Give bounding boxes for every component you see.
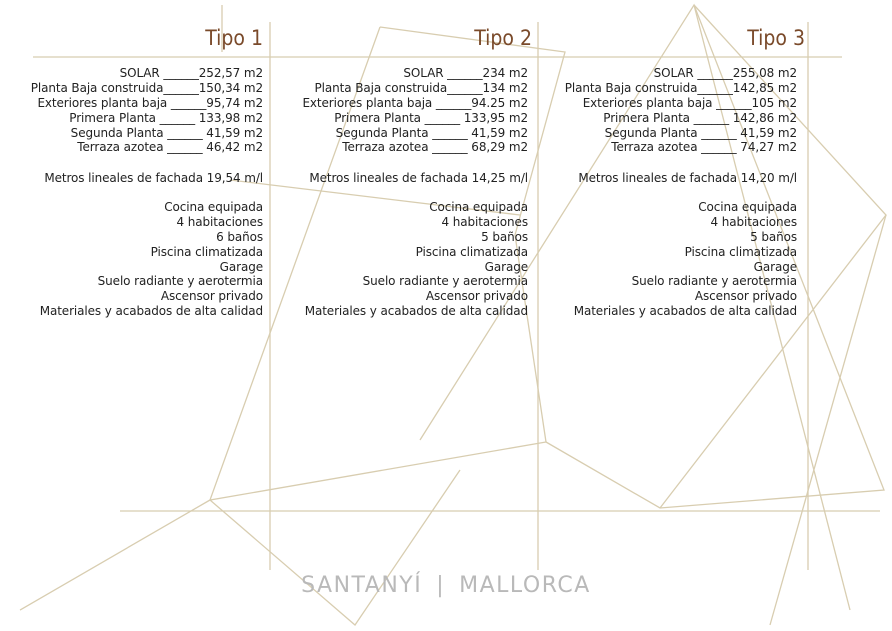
feature-line: Piscina climatizada <box>150 244 263 259</box>
tipo-3-areas <box>565 66 797 155</box>
tipo-1-facade <box>44 171 263 186</box>
feature-line: Ascensor privado <box>694 289 797 304</box>
feature-line: Suelo radiante y aerotermia <box>362 274 528 289</box>
feature-line: Ascensor privado <box>425 289 528 304</box>
feature-line: Cocina equipada <box>164 200 263 214</box>
feature-line: 5 baños <box>481 229 528 244</box>
tipo-1-features <box>40 200 263 319</box>
feature-line: Garage <box>484 259 528 274</box>
tipo-3-title: Tipo 3 <box>747 26 805 50</box>
feature-line: Cocina equipada <box>429 200 528 214</box>
feature-line: Ascensor privado <box>160 289 263 304</box>
area-line: Segunda Planta ______ 41,59 m2 <box>604 125 797 140</box>
area-line: Primera Planta ______ 133,95 m2 <box>334 110 528 125</box>
area-line: Terraza azotea ______ 74,27 m2 <box>611 140 797 155</box>
tipo-3-facade <box>578 171 797 186</box>
area-line: SOLAR ______234 m2 <box>403 66 528 80</box>
facade-line: Metros lineales de fachada 19,54 m/l <box>44 171 263 185</box>
feature-line: Piscina climatizada <box>684 244 797 259</box>
feature-line: Suelo radiante y aerotermia <box>631 274 797 289</box>
tipo-2-features <box>305 200 528 319</box>
footer-island: MALLORCA <box>459 573 591 598</box>
feature-line: Materiales y acabados de alta calidad <box>39 304 263 319</box>
area-line: Exteriores planta baja ______94.25 m2 <box>302 95 528 110</box>
facade-line: Metros lineales de fachada 14,25 m/l <box>309 171 528 185</box>
location-footer <box>0 573 892 598</box>
feature-line: Cocina equipada <box>698 200 797 214</box>
area-line: Exteriores planta baja ______105 m2 <box>582 95 797 110</box>
tipo-2-areas <box>302 66 528 155</box>
area-line: Planta Baja construida______142,85 m2 <box>564 80 797 95</box>
area-line: Primera Planta ______ 133,98 m2 <box>69 110 263 125</box>
area-line: Terraza azotea ______ 68,29 m2 <box>342 140 528 155</box>
area-line: SOLAR ______252,57 m2 <box>119 66 263 80</box>
feature-line: Materiales y acabados de alta calidad <box>573 304 797 319</box>
feature-line: 6 baños <box>216 229 263 244</box>
area-line: SOLAR ______255,08 m2 <box>653 66 797 80</box>
facade-line: Metros lineales de fachada 14,20 m/l <box>578 171 797 185</box>
area-line: Planta Baja construida______134 m2 <box>314 80 528 95</box>
tipo-3-features <box>574 200 797 319</box>
feature-line: 5 baños <box>750 229 797 244</box>
tipo-2-title: Tipo 2 <box>474 26 532 50</box>
area-line: Terraza azotea ______ 46,42 m2 <box>77 140 263 155</box>
tipo-1-title: Tipo 1 <box>205 26 263 50</box>
feature-line: 4 habitaciones <box>176 214 263 229</box>
feature-line: Piscina climatizada <box>415 244 528 259</box>
feature-line: 4 habitaciones <box>710 214 797 229</box>
feature-line: Garage <box>219 259 263 274</box>
footer-separator: | <box>436 573 446 598</box>
tipo-1-areas <box>31 66 263 155</box>
tipo-2-facade <box>309 171 528 186</box>
feature-line: Garage <box>753 259 797 274</box>
feature-line: 4 habitaciones <box>441 214 528 229</box>
area-line: Exteriores planta baja ______95,74 m2 <box>37 95 263 110</box>
area-line: Segunda Planta ______ 41,59 m2 <box>70 125 263 140</box>
area-line: Planta Baja construida______150,34 m2 <box>30 80 263 95</box>
area-line: Primera Planta ______ 142,86 m2 <box>603 110 797 125</box>
feature-line: Materiales y acabados de alta calidad <box>304 304 528 319</box>
feature-line: Suelo radiante y aerotermia <box>97 274 263 289</box>
area-line: Segunda Planta ______ 41,59 m2 <box>335 125 528 140</box>
footer-town: SANTANYÍ <box>301 573 423 598</box>
